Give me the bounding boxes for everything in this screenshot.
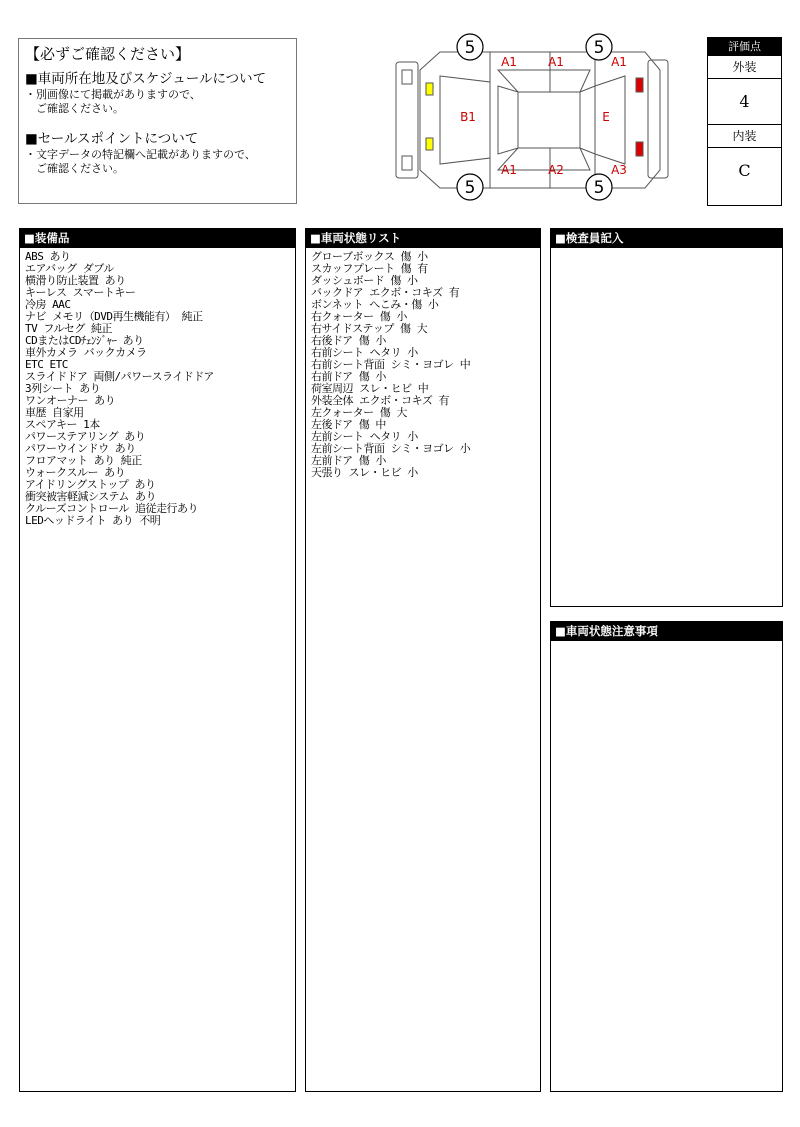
equipment-item: LEDヘッドライト あり 不明 <box>25 514 161 527</box>
grade-header: 評価点 <box>708 38 781 56</box>
notice-section1-heading: ■車両所在地及びスケジュールについて <box>25 71 267 87</box>
condition-item: グローブボックス 傷 小 <box>311 250 428 263</box>
condition-item: ボンネット へこみ・傷 小 <box>311 298 439 311</box>
condition-item: 右サイドステップ 傷 大 <box>311 322 428 335</box>
equipment-header: ■装備品 <box>20 229 295 248</box>
mark-front-left-bottom: A1 <box>501 163 517 177</box>
mark-front-right-top: A1 <box>611 55 627 69</box>
condition-item: バックドア エクボ・コキズ 有 <box>311 286 460 299</box>
equipment-item: キーレス スマートキー <box>25 286 136 299</box>
inspector-header: ■検査員記入 <box>551 229 782 248</box>
mark-front-right-bottom: A3 <box>611 163 627 177</box>
notice-section2-heading: ■セールスポイントについて <box>25 131 199 147</box>
exterior-label: 外装 <box>708 56 781 79</box>
grade-box <box>707 37 782 206</box>
interior-value: C <box>738 161 751 180</box>
equipment-item: 車外カメラ バックカメラ <box>25 346 147 359</box>
equipment-item: スペアキー 1本 <box>25 418 100 431</box>
notice-section2-line1: ・文字データの特記欄へ記載がありますので、 <box>25 148 256 161</box>
condition-item: スカッフプレート 傷 有 <box>311 262 428 275</box>
mark-rear: E <box>602 110 610 124</box>
mark-front-left-top: A1 <box>501 55 517 69</box>
condition-item: 右前シート背面 シミ・ヨゴレ 中 <box>311 358 471 371</box>
condition-header: ■車両状態リスト <box>306 229 540 248</box>
headlight-left <box>426 83 433 95</box>
condition-item: 天張り スレ・ヒビ 小 <box>311 466 418 479</box>
tire-front-right-label: 5 <box>593 38 605 58</box>
condition-item: 左前ドア 傷 小 <box>311 454 386 467</box>
condition-item: ダッシュボード 傷 小 <box>311 274 418 287</box>
equipment-item: CDまたはCDﾁｪﾝｼﾞｬｰ あり <box>25 334 144 347</box>
equipment-item: エアバッグ ダブル <box>25 262 114 275</box>
condition-panel <box>305 228 541 1092</box>
equipment-item: パワーステアリング あり <box>25 430 146 443</box>
equipment-item: 3列シート あり <box>25 382 101 395</box>
mark-left-side: B1 <box>460 110 476 124</box>
equipment-item: 横滑り防止装置 あり <box>25 274 126 287</box>
car-damage-diagram <box>390 30 675 205</box>
equipment-item: ナビ メモリ（DVD再生機能有） 純正 <box>25 310 203 323</box>
notice-section1-line1: ・別画像にて掲載がありますので、 <box>25 88 201 101</box>
notice-section1-line2: ご確認ください。 <box>25 102 124 115</box>
notes-panel <box>550 621 783 1092</box>
condition-item: 右前ドア 傷 小 <box>311 370 386 383</box>
equipment-item: TV フルセグ 純正 <box>25 322 113 335</box>
condition-item: 左前シート背面 シミ・ヨゴレ 小 <box>311 442 471 455</box>
equipment-item: ETC ETC <box>25 358 68 371</box>
condition-item: 荷室周辺 スレ・ヒビ 中 <box>311 382 429 395</box>
exterior-value: 4 <box>739 92 750 111</box>
equipment-item: スライドドア 両側/パワースライドドア <box>25 370 214 383</box>
equipment-item: 車歴 自家用 <box>25 406 84 419</box>
notice-title: 【必ずご確認ください】 <box>25 45 191 63</box>
headlight-right <box>426 138 433 150</box>
condition-list <box>306 248 540 479</box>
equipment-list <box>20 248 295 527</box>
mark-roof-bottom: A2 <box>548 163 564 177</box>
condition-item: 右クォーター 傷 小 <box>311 310 407 323</box>
condition-item: 右後ドア 傷 小 <box>311 334 386 347</box>
equipment-item: ウォークスルー あり <box>25 466 126 479</box>
notice-box <box>18 38 297 204</box>
interior-label: 内装 <box>708 124 781 148</box>
equipment-item: ワンオーナー あり <box>25 394 116 407</box>
equipment-item: クルーズコントロール 追従走行あり <box>25 502 199 515</box>
notes-header: ■車両状態注意事項 <box>551 622 782 641</box>
tire-rear-left-label: 5 <box>464 178 476 198</box>
inspector-panel <box>550 228 783 607</box>
equipment-item: 冷房 AAC <box>25 298 71 311</box>
taillight-left <box>636 78 643 92</box>
equipment-panel <box>19 228 296 1092</box>
equipment-item: ABS あり <box>25 250 71 263</box>
equipment-item: フロアマット あり 純正 <box>25 454 142 467</box>
tire-front-left-label: 5 <box>464 38 476 58</box>
condition-item: 外装全体 エクボ・コキズ 有 <box>311 394 450 407</box>
equipment-item: アイドリングストップ あり <box>25 478 156 491</box>
equipment-item: 衝突被害軽減システム あり <box>25 490 157 503</box>
tire-rear-right-label: 5 <box>593 178 605 198</box>
mark-roof-top: A1 <box>548 55 564 69</box>
condition-item: 左後ドア 傷 中 <box>311 418 386 431</box>
condition-item: 右前シート ヘタリ 小 <box>311 346 418 359</box>
equipment-item: パワーウインドウ あり <box>25 442 136 455</box>
taillight-right <box>636 142 643 156</box>
notice-section2-line2: ご確認ください。 <box>25 162 124 175</box>
condition-item: 左クォーター 傷 大 <box>311 406 407 419</box>
condition-item: 左前シート ヘタリ 小 <box>311 430 418 443</box>
